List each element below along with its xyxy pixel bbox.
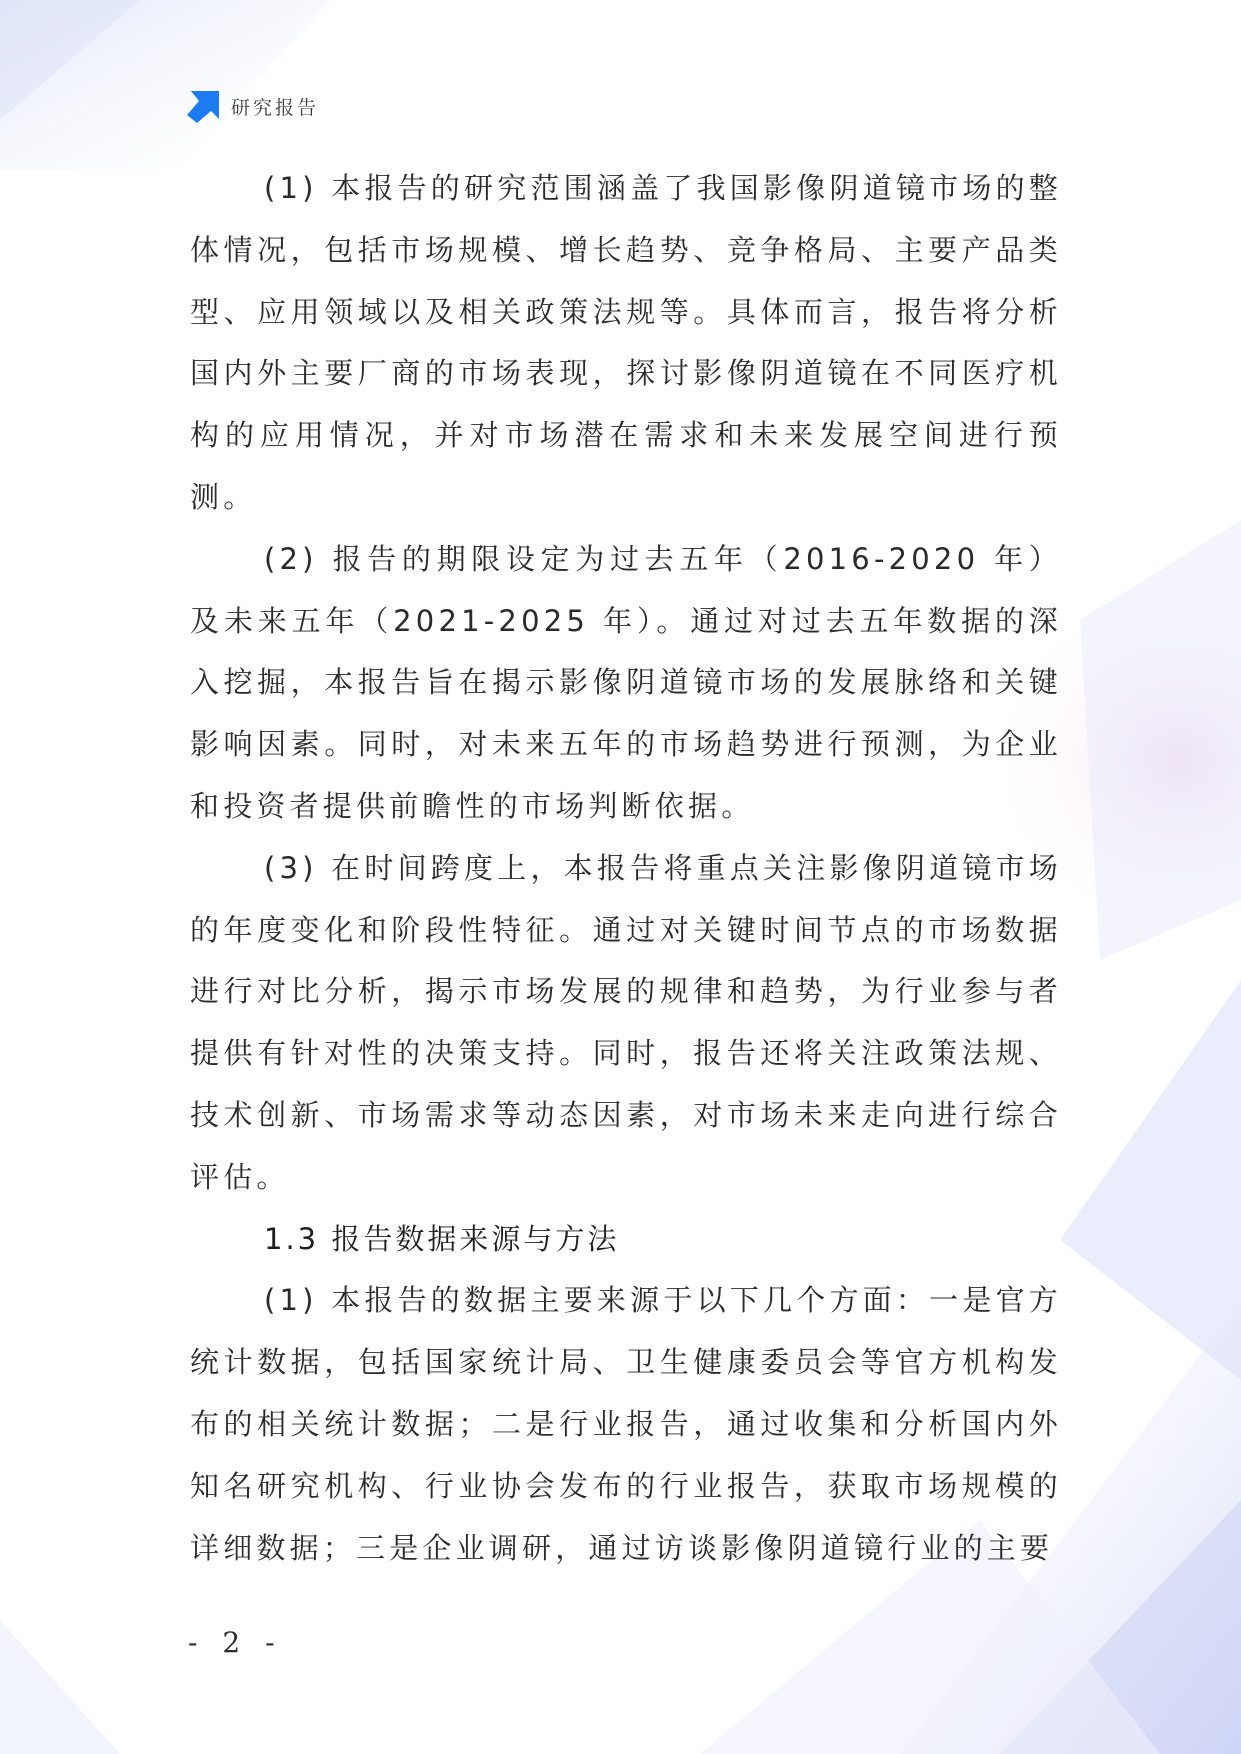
page-number: - 2 - [188,1626,283,1659]
arrow-up-right-icon [187,89,221,123]
paragraph-data-sources: (1) 本报告的数据主要来源于以下几个方面：一是官方统计数据，包括国家统计局、卫生健康委员会等官方机构发布的相关统计数据；二是行业报告，通过收集和分析国内外知名研究机构、行业协会发布的行业报告，获取市场规模的详细数据；三是企业调研，通过访谈影像阴道镜行业的主要 [190,1283,1062,1565]
paragraph-period: (2) 报告的期限设定为过去五年（2016-2020 年）及未来五年（2021-2025 年）。通过对过去五年数据的深入挖掘，本报告旨在揭示影像阴道镜市场的发展脉络和关键影响因素。同时，对未来五年的市场趋势进行预测，为企业和投资者提供前瞻性的市场判断依据。 [190,541,1062,823]
document-body [190,158,1062,1579]
section-heading: 1.3 报告数据来源与方法 [264,1221,620,1256]
paragraph-scope: (1) 本报告的研究范围涵盖了我国影像阴道镜市场的整体情况，包括市场规模、增长趋势、竞争格局、主要产品类型、应用领域以及相关政策法规等。具体而言，报告将分析国内外主要厂商的市场表现，探讨影像阴道镜在不同医疗机构的应用情况，并对市场潜在需求和未来发展空间进行预测。 [190,171,1062,514]
header-title: 研究报告 [231,96,320,119]
report-header [187,88,319,124]
paragraph-timespan: (3) 在时间跨度上，本报告将重点关注影像阴道镜市场的年度变化和阶段性特征。通过对关键时间节点的市场数据进行对比分析，揭示市场发展的规律和趋势，为行业参与者提供有针对性的决策支持。同时，报告还将关注政策法规、技术创新、市场需求等动态因素，对市场未来走向进行综合评估。 [190,850,1062,1194]
